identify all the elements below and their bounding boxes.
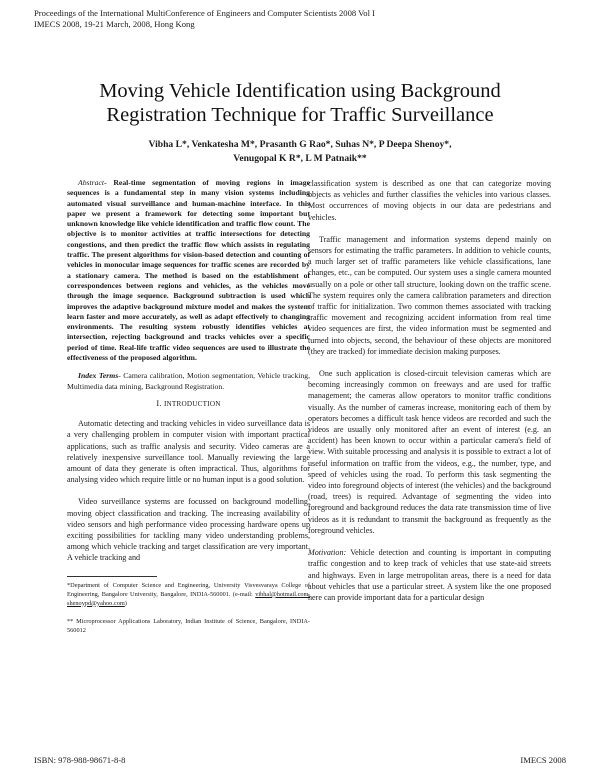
abstract bbox=[67, 178, 310, 363]
author-email-link[interactable]: vibhal@hotmail.com, shenoypd@yahoo.com bbox=[67, 590, 310, 607]
conference-footer: IMECS 2008 bbox=[520, 755, 566, 765]
abstract-text: - Real-time segmentation of moving regions in image sequences is a fundamental step in many vision systems including automated visual surveillance and human-machine interface. In this paper we present a framework for detecting some important but unknown knowledge like vehicle identification and traffic flow count. The objective is to monitor activities at traffic intersections for detecting congestions, and then predict the traffic flow which assists in regulating traffic. The present algorithms for vision-based detection and counting of vehicles in monocular image sequences for traffic scenes are recorded by a stationary camera. The method is based on the establishment of correspondences between regions and vehicles, as the vehicles move through the image sequence. Background subtraction is used which improves the adaptive background mixture model and makes the system learn faster and more accurately, as well as adapt effectively to changing environments. The resulting system robustly identifies vehicles at intersection, rejecting background and tracks vehicles over a specific period of time. Real-life traffic video sequences are used to illustrate the effectiveness of the proposed algorithm. bbox=[67, 178, 310, 363]
authors-line-2: Venugopal K R*, L M Patnaik** bbox=[233, 153, 367, 164]
right-paragraph-3: One such application is closed-circuit television cameras which are becoming increasingly common on freeways and are used for traffic management; the cameras allow operators to monitor traffic conditions visually. As the number of cameras increase, monitoring each of them by operators becomes a difficult task hence videos are recorded and such the videos are usually only monitored after an event of interest (e.g. an accident) has been known to occur within a particular camera's field of view. With suitable processing and analysis it is possible to extract a lot of useful information on traffic from the videos, e.g., the number, type, and speed of vehicles using the road. To perform this task segmenting the video into foreground objects of interest (the vehicles) and the background (road, trees) is required. Advantage of segmenting the video into foreground and background reduces the data rate transmission time of live videos as it is redundant to transmit the background as frequently as the foreground vehicles. bbox=[308, 369, 551, 535]
left-column bbox=[67, 178, 310, 644]
footnote-2: ** Microprocessor Applications Laboratory, Indian Institute of Science, Bangalore, INDIA-560012 bbox=[67, 617, 310, 634]
motivation-label: Motivation: bbox=[308, 548, 347, 558]
right-paragraph-2: Traffic management and information systems depend mainly on sensors for estimating the traffic parameters. In addition to vehicle counts, a much larger set of traffic parameters like vehicle classifications, lane changes, etc., can be computed. Our system uses a single camera mounted usually on a pole or other tall structure, looking down on the traffic scene. The system requires only the camera calibration parameters and direction of traffic for initialization. Two common themes associated with tracking traffic movement and recognizing accident information from real time video sequences are first, the video information must be segmented and turned into objects, second, the behaviour of these objects are monitored (they are tracked) for immediate decision making purposes. bbox=[308, 234, 551, 356]
abstract-label: Abstract bbox=[78, 178, 105, 187]
title-line-1: Moving Vehicle Identification using Background bbox=[99, 80, 501, 102]
footnote-1: *Department of Computer Science and Engineering, University Visvesvaraya College of Engineering, Bangalore University, Bangalore, INDIA-560001. (e-mail: vibhal@hotmail.com, shenoypd@yahoo.com) bbox=[67, 581, 310, 607]
header-line-2: IMECS 2008, 19-21 March, 2008, Hong Kong bbox=[34, 19, 195, 29]
index-terms bbox=[67, 371, 310, 392]
intro-paragraph-1: Automatic detecting and tracking vehicles in video surveillance data is a very challenging problem in computer vision with important practical applications, such as traffic analysis and security. Video cameras are a relatively inexpensive surveillance tool. Manually reviewing the large amount of data they generate is often impractical. Thus, algorithms for analysing video which require little or no human input is a good solution. bbox=[67, 419, 310, 485]
footnote-rule bbox=[67, 576, 157, 577]
proceedings-header bbox=[34, 8, 375, 30]
isbn-footer: ISBN: 978-988-98671-8-8 bbox=[34, 755, 126, 765]
paper-title bbox=[40, 79, 560, 127]
index-terms-label: Index Terms bbox=[78, 371, 119, 381]
section-heading-introduction: I. INTRODUCTION bbox=[156, 398, 221, 408]
header-line-1: Proceedings of the International MultiConference of Engineers and Computer Scientists 2008 Vol I bbox=[34, 8, 375, 18]
right-paragraph-1: classification system is described as one that can categorize moving objects as vehicles and further classifies the vehicles into various classes. Most occurrences of moving objects in our data are pedestrians and vehicles. bbox=[308, 179, 551, 222]
author-list bbox=[60, 138, 540, 166]
authors-line-1: Vibha L*, Venkatesha M*, Prasanth G Rao*, Suhas N*, P Deepa Shenoy*, bbox=[148, 139, 452, 150]
footnotes bbox=[67, 581, 310, 635]
right-column bbox=[308, 178, 551, 603]
title-line-2: Registration Technique for Traffic Surveillance bbox=[106, 104, 494, 126]
index-terms-text: - Camera calibration, Motion segmentation, Vehicle tracking, Multimedia data mining, Background Registration. bbox=[67, 371, 311, 391]
motivation-paragraph: Motivation: Vehicle detection and counting is important in computing traffic congestion and to keep track of vehicles that use state-aid streets and highways. Even in large metropolitan areas, there is a need for data about vehicles that use a particular street. A system like the one proposed here can provide important data for a particular design bbox=[308, 548, 551, 602]
intro-paragraph-2: Video surveillance systems are focussed on background modelling, moving object classification and tracking. The increasing availability of video sensors and high performance video processing hardware opens up exciting possibilities for tackling many video understanding problems, among which vehicle tracking and target classification are very important. A vehicle tracking and bbox=[67, 497, 310, 563]
